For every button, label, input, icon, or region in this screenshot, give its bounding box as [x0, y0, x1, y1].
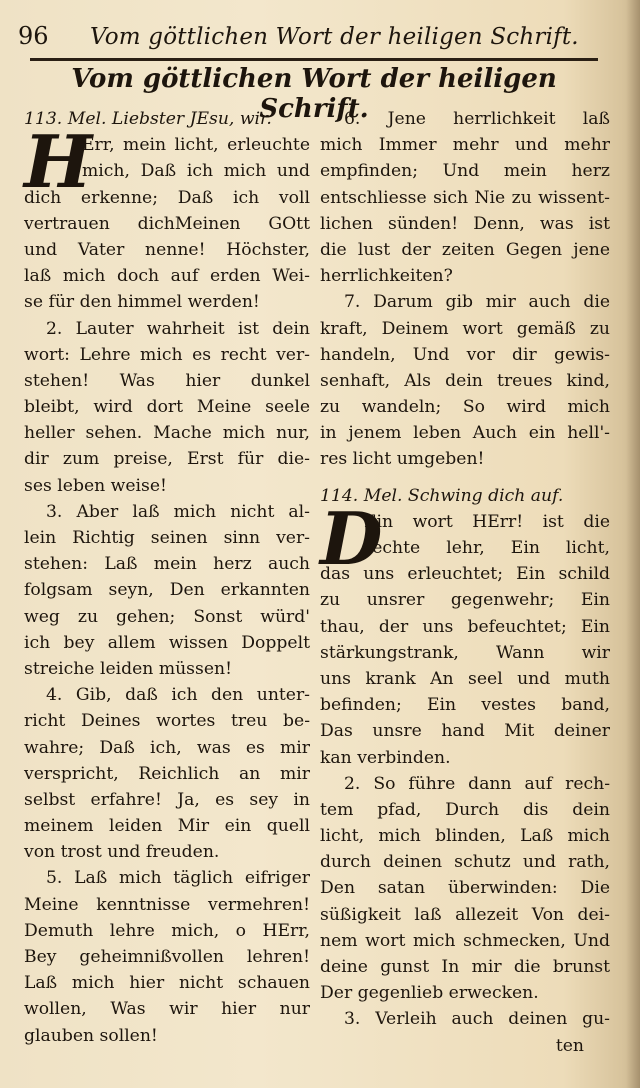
verse-line: 7. Darum gib mir auch die [344, 292, 610, 313]
verse-line: das uns erleuchtet; Ein schild [320, 564, 610, 585]
verse-line: wollen, Was wir hier nur [24, 999, 310, 1020]
verse-line: weg zu gehen; Sonst würd' [24, 606, 310, 627]
verse-line: mich Immer mehr und mehr [320, 135, 610, 156]
verse-line: befinden; Ein vestes band, [320, 695, 610, 716]
running-head [18, 22, 618, 54]
verse-line: senhaft, Als dein treues kind, [320, 370, 610, 391]
verse-line: zu unsrer gegenwehr; Ein [320, 590, 610, 611]
section-title: Vom göttlichen Wort der heiligen Schrift. [71, 64, 557, 124]
header-rule [30, 58, 598, 61]
verse-line: bleibt, wird dort Meine seele [24, 397, 310, 418]
verse-line: empfinden; Und mein herz [320, 161, 610, 182]
verse-line: Laß mich hier nicht schauen [24, 973, 310, 994]
verse-line: Err, mein licht, erleuchte [82, 135, 310, 156]
verse-line: nem wort mich schmecken, Und [320, 930, 610, 951]
verse-line: ses leben weise! [24, 475, 167, 496]
verse-line: wahre; Daß ich, was es mir [24, 737, 310, 758]
verse-line: und Vater nenne! Höchster, [24, 239, 310, 260]
verse-line: licht, mich blinden, Laß mich [320, 826, 610, 847]
verse-line: wort: Lehre mich es recht ver- [24, 344, 310, 365]
hymn-113-heading: 113. Mel. Liebster JEsu, wir. [24, 109, 272, 129]
verse-line: herrlichkeiten? [320, 266, 453, 287]
verse-line: glauben sollen! [24, 1025, 158, 1046]
running-head-title: Vom göttlichen Wort der heiligen Schrift. [90, 24, 579, 50]
verse-line: die lust der zeiten Gegen jene [320, 239, 610, 260]
verse-line: stärkungstrank, Wann wir [320, 642, 610, 663]
verse-line: ich bey allem wissen Doppelt [24, 632, 310, 653]
verse-line: Demuth lehre mich, o HErr, [24, 920, 310, 941]
verse-line: 2. Lauter wahrheit ist dein [46, 318, 310, 339]
verse-line: kan verbinden. [320, 747, 451, 768]
verse-line: Den satan überwinden: Die [320, 878, 610, 899]
verse-line: in jenem leben Auch ein hell'- [320, 423, 610, 444]
verse-line: zu wandeln; So wird mich [320, 397, 610, 418]
verse-line: selbst erfahre! Ja, es sey in [24, 789, 310, 810]
verse-line: Der gegenlieb erwecken. [320, 983, 539, 1004]
verse-line: laß mich doch auf erden Wei- [24, 266, 310, 287]
verse-line: Bey geheimnißvollen lehren! [24, 947, 310, 967]
verse-line: 4. Gib, daß ich den unter- [46, 685, 310, 706]
verse-line: se für den himmel werden! [24, 292, 260, 313]
verse-line: Das unsre hand Mit deiner [320, 721, 610, 742]
verse-line: 3. Aber laß mich nicht al- [46, 501, 310, 522]
verse-line: 6. Jene herrlichkeit laß [344, 109, 610, 129]
spacer [320, 473, 610, 483]
verse-line: stehen: Laß mein herz auch [24, 554, 310, 575]
page-edge-shadow [626, 0, 640, 1088]
verse-line: thau, der uns befeuchtet; Ein [320, 616, 610, 637]
verse-line: lein Richtig seinen sinn ver- [24, 528, 310, 548]
verse-line: dir zum preise, Erst für die- [24, 449, 310, 470]
verse-line: von trost und freuden. [24, 842, 220, 863]
verse-line: kraft, Deinem wort gemäß zu [320, 318, 610, 339]
verse-line: tem pfad, Durch dis dein [320, 799, 610, 820]
verse-line: verspricht, Reichlich an mir [24, 763, 310, 784]
verse-line: meinem leiden Mir ein quell [24, 816, 310, 837]
right-column [320, 106, 610, 1059]
verse-line: richt Deines wortes treu be- [24, 711, 310, 732]
verse-line: dich erkenne; Daß ich voll [24, 187, 310, 208]
verse-line: vertrauen dichMeinen GOtt [24, 213, 310, 234]
verse-line: folgsam seyn, Den erkannten [24, 580, 310, 601]
verse-line: 2. So führe dann auf rech- [344, 773, 610, 794]
verse-line: durch deinen schutz und rath, [320, 852, 610, 873]
verse-line: lichen sünden! Denn, was ist [320, 213, 610, 234]
verse-line: Meine kenntnisse vermehren! [24, 894, 310, 915]
hymn-114-dropcap: D [320, 495, 383, 581]
left-column [24, 106, 310, 1049]
catchword: ten [555, 1035, 584, 1056]
verse-line: mich, Daß ich mich und [82, 161, 310, 182]
hymn-113-dropcap: H [24, 119, 93, 205]
verse-line: handeln, Und vor dir gewis- [320, 344, 610, 365]
page-number: 96 [18, 22, 49, 50]
verse-line: 5. Laß mich täglich eifriger [46, 868, 310, 889]
verse-line: stehen! Was hier dunkel [24, 370, 310, 391]
verse-line: res licht umgeben! [320, 449, 485, 470]
hymn-114-heading: 114. Mel. Schwing dich auf. [320, 485, 564, 506]
verse-line: rechte lehr, Ein licht, [364, 538, 610, 558]
verse-line: deine gunst In mir die brunst [320, 957, 610, 977]
verse-line: Ein wort HErr! ist die [364, 511, 610, 532]
verse-line: 3. Verleih auch deinen gu- [344, 1009, 610, 1030]
verse-line: süßigkeit laß allezeit Von dei- [320, 904, 610, 925]
verse-line: entschliesse sich Nie zu wissent- [320, 187, 610, 208]
verse-line: heller sehen. Mache mich nur, [24, 423, 310, 444]
verse-line: streiche leiden müssen! [24, 658, 232, 679]
verse-line: uns krank An seel und muth [320, 668, 610, 689]
